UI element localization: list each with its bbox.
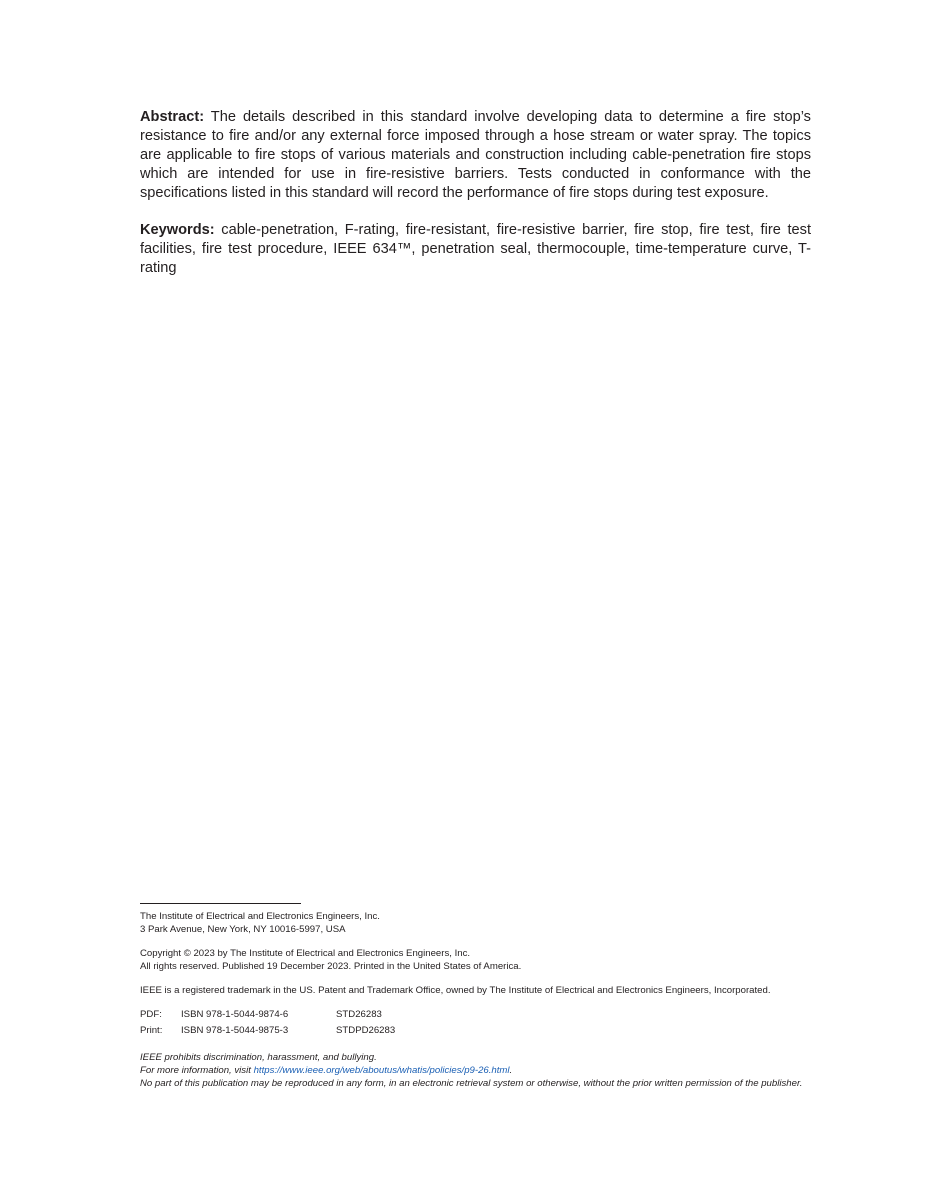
policy-link[interactable]: https://www.ieee.org/web/aboutus/whatis/policies/p9-26.html (253, 1065, 510, 1076)
publisher-name: The Institute of Electrical and Electronics Engineers, Inc. (140, 911, 380, 922)
isbn-code: STDPD26283 (336, 1025, 396, 1036)
info-suffix: . (509, 1065, 513, 1076)
abstract-text: The details described in this standard involve developing data to determine a fire stop’s resistance to fire and/or any external force imposed through a hose stream or water spray. The topics are applicable to fire stops of various materials and construction including cable-penetration fire stops which are intended for use in fire-resistive barriers. Tests conducted in conformance with the specifications listed in this standard will record the performance of fire stops during test exposure. (140, 109, 811, 201)
keywords-label: Keywords: (140, 222, 215, 238)
isbn-row (140, 1024, 395, 1040)
abstract-block (140, 108, 811, 296)
rights-line: All rights reserved. Published 19 December 2023. Printed in the United States of America. (140, 961, 522, 972)
isbn-format: Print: (140, 1025, 163, 1036)
isbn-format: PDF: (140, 1009, 162, 1020)
abstract-label: Abstract: (140, 109, 205, 125)
info-prefix: For more information, visit (140, 1065, 254, 1076)
trademark-notice: IEEE is a registered trademark in the US. Patent and Trademark Office, owned by The Institute of Electrical and Electronics Engineers, Incorporated. (140, 985, 771, 996)
copyright-line: Copyright © 2023 by The Institute of Electrical and Electronics Engineers, Inc. (140, 948, 471, 959)
isbn-number: ISBN 978-1-5044-9874-6 (181, 1009, 289, 1020)
policy-line: IEEE prohibits discrimination, harassment, and bullying. (140, 1052, 377, 1063)
isbn-number: ISBN 978-1-5044-9875-3 (181, 1025, 289, 1036)
keywords-paragraph (140, 221, 811, 278)
publisher-address: 3 Park Avenue, New York, NY 10016-5997, USA (140, 924, 346, 935)
keywords-text: cable-penetration, F-rating, fire-resistant, fire-resistive barrier, fire stop, fire test, fire test facilities, fire test procedure, IEEE 634™, penetration seal, thermocouple, time-temperature curve, T-rating (140, 222, 812, 276)
isbn-code: STD26283 (336, 1009, 382, 1020)
legal-notice (140, 1051, 812, 1090)
footer-divider (140, 903, 301, 904)
isbn-table (140, 1008, 395, 1040)
copyright-info (140, 947, 812, 973)
abstract-paragraph (140, 108, 811, 203)
publisher-info (140, 910, 812, 936)
footer-block (140, 910, 812, 1101)
reproduction-notice: No part of this publication may be reproduced in any form, in an electronic retrieval system or otherwise, without the prior written permission of the publisher. (140, 1078, 803, 1089)
isbn-row (140, 1008, 395, 1024)
